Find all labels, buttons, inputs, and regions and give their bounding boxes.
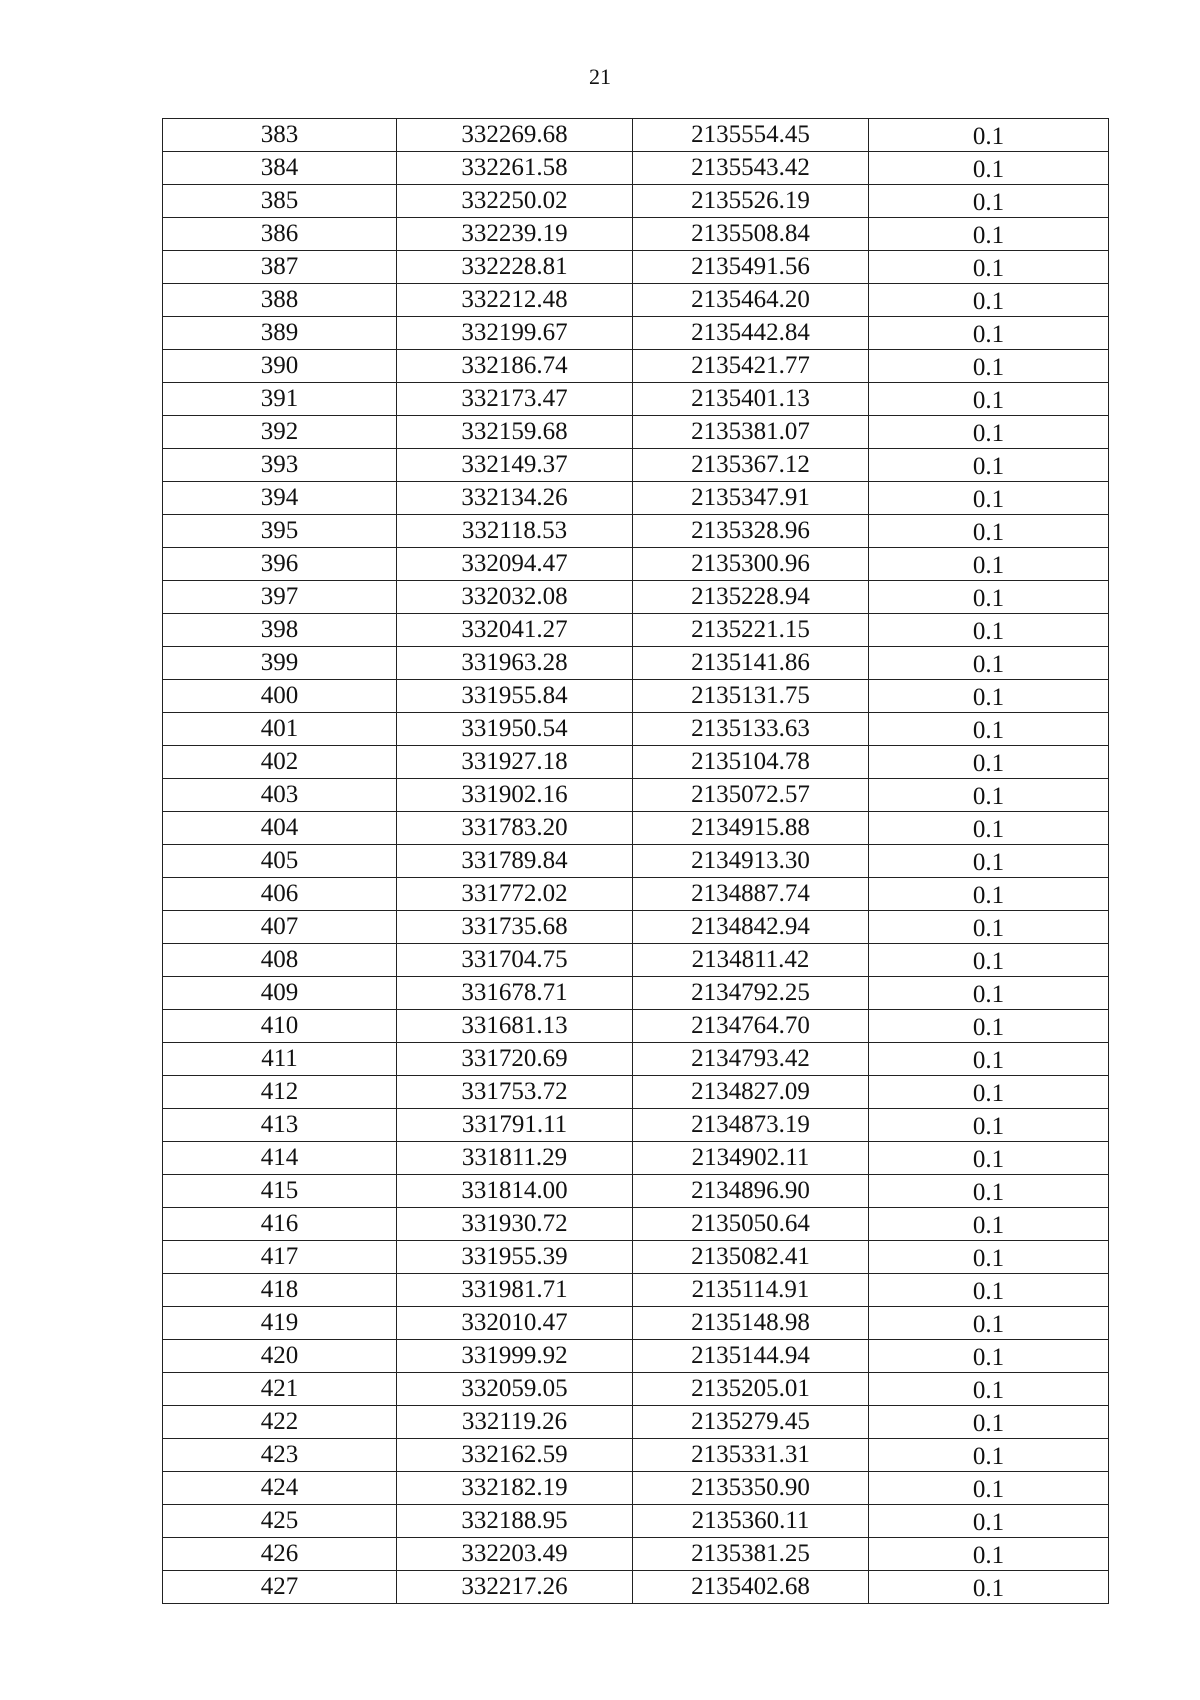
value-cell: 0.1	[869, 1241, 1109, 1274]
x-coordinate-cell: 331999.92	[397, 1340, 633, 1373]
value-cell: 0.1	[869, 1439, 1109, 1472]
table-row	[163, 152, 1109, 185]
y-coordinate-cell: 2135328.96	[633, 515, 869, 548]
x-coordinate-cell: 331783.20	[397, 812, 633, 845]
x-coordinate-cell: 331902.16	[397, 779, 633, 812]
y-coordinate-cell: 2135279.45	[633, 1406, 869, 1439]
y-coordinate-cell: 2135347.91	[633, 482, 869, 515]
x-coordinate-cell: 331927.18	[397, 746, 633, 779]
point-id-cell: 383	[163, 119, 397, 152]
table-row	[163, 1571, 1109, 1604]
value-cell: 0.1	[869, 746, 1109, 779]
value-cell: 0.1	[869, 548, 1109, 581]
x-coordinate-cell: 332199.67	[397, 317, 633, 350]
y-coordinate-cell: 2134896.90	[633, 1175, 869, 1208]
y-coordinate-cell: 2135148.98	[633, 1307, 869, 1340]
point-id-cell: 417	[163, 1241, 397, 1274]
table-row	[163, 1142, 1109, 1175]
y-coordinate-cell: 2135442.84	[633, 317, 869, 350]
x-coordinate-cell: 332162.59	[397, 1439, 633, 1472]
y-coordinate-cell: 2135508.84	[633, 218, 869, 251]
x-coordinate-cell: 331963.28	[397, 647, 633, 680]
y-coordinate-cell: 2134887.74	[633, 878, 869, 911]
value-cell: 0.1	[869, 1208, 1109, 1241]
table-row	[163, 119, 1109, 152]
point-id-cell: 387	[163, 251, 397, 284]
y-coordinate-cell: 2135543.42	[633, 152, 869, 185]
x-coordinate-cell: 332217.26	[397, 1571, 633, 1604]
table-row	[163, 1340, 1109, 1373]
value-cell: 0.1	[869, 614, 1109, 647]
y-coordinate-cell: 2135114.91	[633, 1274, 869, 1307]
y-coordinate-cell: 2135131.75	[633, 680, 869, 713]
y-coordinate-cell: 2134793.42	[633, 1043, 869, 1076]
value-cell: 0.1	[869, 1340, 1109, 1373]
point-id-cell: 421	[163, 1373, 397, 1406]
table-row	[163, 1241, 1109, 1274]
table-row	[163, 845, 1109, 878]
table-row	[163, 416, 1109, 449]
value-cell: 0.1	[869, 680, 1109, 713]
value-cell: 0.1	[869, 944, 1109, 977]
table-row	[163, 1505, 1109, 1538]
point-id-cell: 415	[163, 1175, 397, 1208]
x-coordinate-cell: 331720.69	[397, 1043, 633, 1076]
table-row	[163, 911, 1109, 944]
table-row	[163, 746, 1109, 779]
point-id-cell: 409	[163, 977, 397, 1010]
y-coordinate-cell: 2135300.96	[633, 548, 869, 581]
value-cell: 0.1	[869, 218, 1109, 251]
point-id-cell: 393	[163, 449, 397, 482]
table-row	[163, 251, 1109, 284]
y-coordinate-cell: 2134811.42	[633, 944, 869, 977]
point-id-cell: 407	[163, 911, 397, 944]
x-coordinate-cell: 332010.47	[397, 1307, 633, 1340]
table-row	[163, 218, 1109, 251]
table-row	[163, 1274, 1109, 1307]
table-row	[163, 284, 1109, 317]
y-coordinate-cell: 2135402.68	[633, 1571, 869, 1604]
value-cell: 0.1	[869, 1307, 1109, 1340]
y-coordinate-cell: 2135367.12	[633, 449, 869, 482]
value-cell: 0.1	[869, 878, 1109, 911]
y-coordinate-cell: 2135205.01	[633, 1373, 869, 1406]
value-cell: 0.1	[869, 977, 1109, 1010]
point-id-cell: 390	[163, 350, 397, 383]
value-cell: 0.1	[869, 350, 1109, 383]
y-coordinate-cell: 2135104.78	[633, 746, 869, 779]
y-coordinate-cell: 2135221.15	[633, 614, 869, 647]
x-coordinate-cell: 332173.47	[397, 383, 633, 416]
y-coordinate-cell: 2135401.13	[633, 383, 869, 416]
x-coordinate-cell: 332134.26	[397, 482, 633, 515]
point-id-cell: 404	[163, 812, 397, 845]
coordinates-table	[162, 118, 1109, 1604]
point-id-cell: 408	[163, 944, 397, 977]
table-row	[163, 350, 1109, 383]
x-coordinate-cell: 331950.54	[397, 713, 633, 746]
point-id-cell: 406	[163, 878, 397, 911]
y-coordinate-cell: 2135350.90	[633, 1472, 869, 1505]
point-id-cell: 398	[163, 614, 397, 647]
x-coordinate-cell: 331789.84	[397, 845, 633, 878]
x-coordinate-cell: 331681.13	[397, 1010, 633, 1043]
table-row	[163, 713, 1109, 746]
y-coordinate-cell: 2135526.19	[633, 185, 869, 218]
table-row	[163, 1307, 1109, 1340]
x-coordinate-cell: 332250.02	[397, 185, 633, 218]
table-row	[163, 1076, 1109, 1109]
value-cell: 0.1	[869, 845, 1109, 878]
y-coordinate-cell: 2135360.11	[633, 1505, 869, 1538]
x-coordinate-cell: 332212.48	[397, 284, 633, 317]
value-cell: 0.1	[869, 1571, 1109, 1604]
x-coordinate-cell: 331791.11	[397, 1109, 633, 1142]
table-row	[163, 1406, 1109, 1439]
x-coordinate-cell: 332261.58	[397, 152, 633, 185]
x-coordinate-cell: 332203.49	[397, 1538, 633, 1571]
table-row	[163, 977, 1109, 1010]
table-row	[163, 1109, 1109, 1142]
x-coordinate-cell: 331814.00	[397, 1175, 633, 1208]
point-id-cell: 424	[163, 1472, 397, 1505]
x-coordinate-cell: 331955.84	[397, 680, 633, 713]
y-coordinate-cell: 2134873.19	[633, 1109, 869, 1142]
x-coordinate-cell: 331704.75	[397, 944, 633, 977]
coordinates-table-body	[163, 119, 1109, 1604]
value-cell: 0.1	[869, 1109, 1109, 1142]
y-coordinate-cell: 2134764.70	[633, 1010, 869, 1043]
y-coordinate-cell: 2135554.45	[633, 119, 869, 152]
value-cell: 0.1	[869, 1538, 1109, 1571]
x-coordinate-cell: 332186.74	[397, 350, 633, 383]
value-cell: 0.1	[869, 1505, 1109, 1538]
table-row	[163, 944, 1109, 977]
point-id-cell: 402	[163, 746, 397, 779]
y-coordinate-cell: 2134827.09	[633, 1076, 869, 1109]
value-cell: 0.1	[869, 1373, 1109, 1406]
point-id-cell: 422	[163, 1406, 397, 1439]
point-id-cell: 386	[163, 218, 397, 251]
point-id-cell: 419	[163, 1307, 397, 1340]
value-cell: 0.1	[869, 713, 1109, 746]
table-row	[163, 1472, 1109, 1505]
table-row	[163, 1439, 1109, 1472]
point-id-cell: 384	[163, 152, 397, 185]
x-coordinate-cell: 331772.02	[397, 878, 633, 911]
value-cell: 0.1	[869, 284, 1109, 317]
value-cell: 0.1	[869, 647, 1109, 680]
table-row	[163, 614, 1109, 647]
x-coordinate-cell: 332149.37	[397, 449, 633, 482]
point-id-cell: 410	[163, 1010, 397, 1043]
x-coordinate-cell: 332239.19	[397, 218, 633, 251]
y-coordinate-cell: 2135381.25	[633, 1538, 869, 1571]
y-coordinate-cell: 2134915.88	[633, 812, 869, 845]
table-row	[163, 482, 1109, 515]
x-coordinate-cell: 331753.72	[397, 1076, 633, 1109]
x-coordinate-cell: 332159.68	[397, 416, 633, 449]
value-cell: 0.1	[869, 1472, 1109, 1505]
point-id-cell: 392	[163, 416, 397, 449]
y-coordinate-cell: 2135144.94	[633, 1340, 869, 1373]
value-cell: 0.1	[869, 1274, 1109, 1307]
x-coordinate-cell: 331981.71	[397, 1274, 633, 1307]
value-cell: 0.1	[869, 416, 1109, 449]
table-row	[163, 647, 1109, 680]
value-cell: 0.1	[869, 119, 1109, 152]
value-cell: 0.1	[869, 581, 1109, 614]
value-cell: 0.1	[869, 482, 1109, 515]
x-coordinate-cell: 331930.72	[397, 1208, 633, 1241]
y-coordinate-cell: 2135072.57	[633, 779, 869, 812]
point-id-cell: 405	[163, 845, 397, 878]
value-cell: 0.1	[869, 1076, 1109, 1109]
x-coordinate-cell: 332182.19	[397, 1472, 633, 1505]
table-row	[163, 878, 1109, 911]
point-id-cell: 400	[163, 680, 397, 713]
y-coordinate-cell: 2135133.63	[633, 713, 869, 746]
y-coordinate-cell: 2135228.94	[633, 581, 869, 614]
y-coordinate-cell: 2135082.41	[633, 1241, 869, 1274]
value-cell: 0.1	[869, 1043, 1109, 1076]
x-coordinate-cell: 331735.68	[397, 911, 633, 944]
table-row	[163, 449, 1109, 482]
table-row	[163, 680, 1109, 713]
point-id-cell: 423	[163, 1439, 397, 1472]
value-cell: 0.1	[869, 383, 1109, 416]
y-coordinate-cell: 2135464.20	[633, 284, 869, 317]
value-cell: 0.1	[869, 251, 1109, 284]
x-coordinate-cell: 332188.95	[397, 1505, 633, 1538]
y-coordinate-cell: 2134792.25	[633, 977, 869, 1010]
y-coordinate-cell: 2135381.07	[633, 416, 869, 449]
table-row	[163, 1538, 1109, 1571]
point-id-cell: 397	[163, 581, 397, 614]
point-id-cell: 413	[163, 1109, 397, 1142]
point-id-cell: 399	[163, 647, 397, 680]
x-coordinate-cell: 332059.05	[397, 1373, 633, 1406]
value-cell: 0.1	[869, 1406, 1109, 1439]
table-row	[163, 1373, 1109, 1406]
x-coordinate-cell: 332269.68	[397, 119, 633, 152]
table-row	[163, 515, 1109, 548]
point-id-cell: 418	[163, 1274, 397, 1307]
y-coordinate-cell: 2134842.94	[633, 911, 869, 944]
y-coordinate-cell: 2134913.30	[633, 845, 869, 878]
x-coordinate-cell: 332032.08	[397, 581, 633, 614]
y-coordinate-cell: 2135050.64	[633, 1208, 869, 1241]
x-coordinate-cell: 332094.47	[397, 548, 633, 581]
point-id-cell: 426	[163, 1538, 397, 1571]
value-cell: 0.1	[869, 812, 1109, 845]
y-coordinate-cell: 2135421.77	[633, 350, 869, 383]
page-number: 21	[589, 64, 611, 89]
point-id-cell: 412	[163, 1076, 397, 1109]
x-coordinate-cell: 332228.81	[397, 251, 633, 284]
point-id-cell: 414	[163, 1142, 397, 1175]
value-cell: 0.1	[869, 449, 1109, 482]
x-coordinate-cell: 332041.27	[397, 614, 633, 647]
point-id-cell: 396	[163, 548, 397, 581]
value-cell: 0.1	[869, 1175, 1109, 1208]
table-row	[163, 1175, 1109, 1208]
table-row	[163, 383, 1109, 416]
value-cell: 0.1	[869, 185, 1109, 218]
y-coordinate-cell: 2134902.11	[633, 1142, 869, 1175]
y-coordinate-cell: 2135141.86	[633, 647, 869, 680]
x-coordinate-cell: 332118.53	[397, 515, 633, 548]
value-cell: 0.1	[869, 779, 1109, 812]
x-coordinate-cell: 331811.29	[397, 1142, 633, 1175]
table-row	[163, 779, 1109, 812]
point-id-cell: 389	[163, 317, 397, 350]
value-cell: 0.1	[869, 317, 1109, 350]
point-id-cell: 388	[163, 284, 397, 317]
table-row	[163, 548, 1109, 581]
point-id-cell: 401	[163, 713, 397, 746]
point-id-cell: 395	[163, 515, 397, 548]
point-id-cell: 385	[163, 185, 397, 218]
point-id-cell: 416	[163, 1208, 397, 1241]
value-cell: 0.1	[869, 152, 1109, 185]
point-id-cell: 403	[163, 779, 397, 812]
table-row	[163, 1208, 1109, 1241]
y-coordinate-cell: 2135331.31	[633, 1439, 869, 1472]
point-id-cell: 411	[163, 1043, 397, 1076]
point-id-cell: 425	[163, 1505, 397, 1538]
value-cell: 0.1	[869, 911, 1109, 944]
y-coordinate-cell: 2135491.56	[633, 251, 869, 284]
value-cell: 0.1	[869, 1010, 1109, 1043]
x-coordinate-cell: 331678.71	[397, 977, 633, 1010]
value-cell: 0.1	[869, 1142, 1109, 1175]
table-row	[163, 1043, 1109, 1076]
x-coordinate-cell: 332119.26	[397, 1406, 633, 1439]
table-row	[163, 185, 1109, 218]
table-row	[163, 581, 1109, 614]
table-row	[163, 1010, 1109, 1043]
x-coordinate-cell: 331955.39	[397, 1241, 633, 1274]
value-cell: 0.1	[869, 515, 1109, 548]
point-id-cell: 420	[163, 1340, 397, 1373]
point-id-cell: 394	[163, 482, 397, 515]
point-id-cell: 427	[163, 1571, 397, 1604]
point-id-cell: 391	[163, 383, 397, 416]
table-row	[163, 317, 1109, 350]
table-row	[163, 812, 1109, 845]
